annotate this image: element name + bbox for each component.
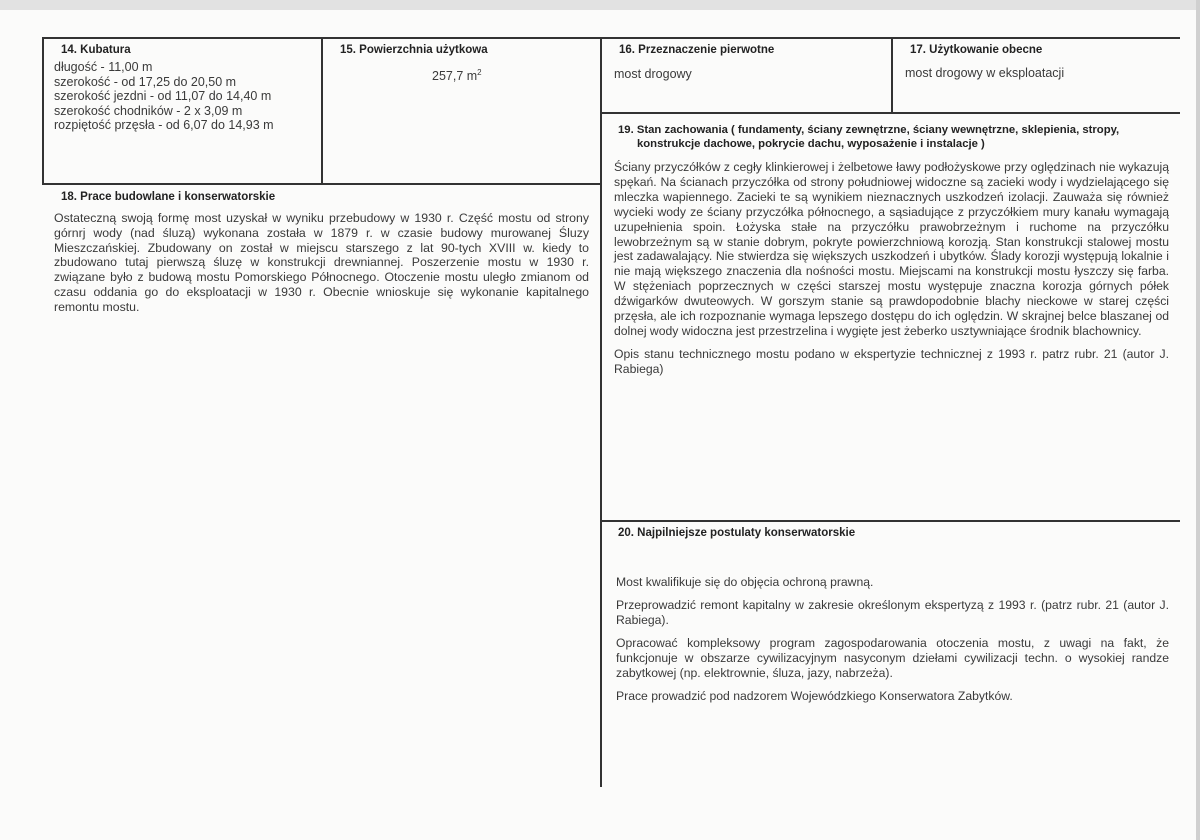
usable-area-unit-superscript: 2 bbox=[477, 68, 482, 77]
usable-area-value: 257,7 m bbox=[432, 69, 478, 84]
section-15-title: 15. Powierzchnia użytkowa bbox=[340, 44, 488, 56]
section-20-paragraph-4: Prace prowadzić pod nadzorem Wojewódzkiego Konserwatora Zabytków. bbox=[616, 689, 1013, 703]
section-19-paragraph-1: Ściany przyczółków z cegły klinkierowej i żelbetowe ławy podłożyskowe przy oględzinach nie wykazują spękań. Na ścianach przyczółka od strony południowej widoczne są zacieki wody i wydzielającego się mleczka wapiennego. Zacieki te są wynikiem nieznacznych uszkodzeń izolacji. Zauważa się również wycieki wody ze ściany przyczółka północnego, a sąsiadujące z przyczółkiem mury kanału wymagają uzupełnienia spoin. Łożyska stałe na przyczółku prawobrzeżnym i ruchome na przyczółku lewobrzeżnym są w stanie dobrym, pokryte powierzchniową korozją. Stan konstrukcji stalowej mostu jest zadawalający. Nie stwierdza się większych uszkodzeń i ubytków. Ślady korozji występują lokalnie i nie mają większego znaczenia dla nośności mostu. Miejscami na konstrukcji mostu łyszczy się farba. W stężeniach poprzecznych w części starszej mostu występuje znaczna korozja górnych półek dźwigarków dwuteowych. W gorszym stanie są prawdopodobnie blachy nieckowe w starej części przęsła, ale ich rozpoznanie wymaga lepszego dostępu do ich oględzin. W skrajnej belce blaszanej od dolnej wody widoczna jest przestrzelina i wygięte jest żeberko usztywniające środnik blachownicy. bbox=[614, 160, 1169, 338]
section-15-value bbox=[432, 66, 482, 84]
section-20-title: 20. Najpilniejsze postulaty konserwatorskie bbox=[618, 527, 856, 539]
page-top-edge bbox=[0, 0, 1200, 10]
section-17-value: most drogowy w eksploatacji bbox=[905, 66, 1065, 80]
section-16-value: most drogowy bbox=[614, 67, 692, 81]
grid-top-line bbox=[42, 37, 1180, 39]
section-14-values bbox=[54, 60, 274, 133]
section-20-paragraph-3: Opracować kompleksowy program zagospodarowania otoczenia mostu, z uwagi na fakt, że funkcjonuje w obszarze cywilizacyjnym nasyconym dziełami cywilizacji techn. o wysokiej randze zabytkowej (np. elektrownie, śluza, jazy, nabrzeża). bbox=[616, 636, 1169, 680]
section-14-line: szerokość - od 17,25 do 20,50 m bbox=[54, 74, 237, 89]
section-20-paragraph-2: Przeprowadzić remont kapitalny w zakresie określonym ekspertyzą z 1993 r. (patrz rubr. 21 (autor J. Rabiega). bbox=[616, 598, 1169, 627]
section-19-text bbox=[614, 160, 1169, 385]
section-19-title-line2: konstrukcje dachowe, pokrycie dachu, wyposażenie i instalacje ) bbox=[637, 138, 985, 150]
section-17-title: 17. Użytkowanie obecne bbox=[910, 44, 1043, 56]
section-20-paragraph-1: Most kwalifikuje się do objęcia ochroną prawną. bbox=[616, 575, 874, 589]
grid-line-right-lower bbox=[601, 520, 1180, 522]
section-18-paragraph: Ostateczną swoją formę most uzyskał w wyniku przebudowy w 1930 r. Część mostu od strony górnrj wody (nad śluzą) wykonana została w 1879 r. w czasie budowy murowanej Śluzy Mieszczańskiej. Zbudowany on został w miejscu starszego z lat 90-tych XVIII w. kiedy to zbudowano tutaj pierwszą śluzę w konstrukcji drewniannej. Poszerzenie mostu w 1930 r. związane było z budową mostu Pomorskiego Północnego. Otoczenie mostu uległo zmianom od czasu oddania go do eksploatacji w 1930 r. Obecnie wnioskuje się wykonanie kapitalnego remontu mostu. bbox=[54, 211, 589, 314]
grid-divider-16-17 bbox=[891, 37, 893, 113]
section-18-text bbox=[54, 211, 589, 323]
section-18-title: 18. Prace budowlane i konserwatorskie bbox=[61, 191, 276, 203]
grid-divider-14-15 bbox=[321, 37, 323, 184]
section-19-paragraph-2: Opis stanu technicznego mostu podano w ekspertyzie technicznej z 1993 r. patrz rubr. 21 (autor J. Rabiega) bbox=[614, 346, 1169, 376]
section-14-title: 14. Kubatura bbox=[61, 44, 131, 56]
page-right-edge bbox=[1196, 0, 1200, 840]
section-14-line: rozpiętość przęsła - od 6,07 do 14,93 m bbox=[54, 118, 274, 132]
section-14-line: szerokość chodników - 2 x 3,09 m bbox=[54, 103, 243, 118]
section-14-line: szerokość jezdni - od 11,07 do 14,40 m bbox=[54, 89, 272, 103]
grid-left-edge bbox=[42, 37, 44, 184]
grid-center-divider bbox=[600, 37, 602, 787]
section-14-line: długość - 11,00 m bbox=[54, 60, 153, 74]
section-19-title-line1: 19. Stan zachowania ( fundamenty, ściany zewnętrzne, ściany wewnętrzne, sklepienia, stropy, bbox=[618, 124, 1120, 136]
section-20-text bbox=[616, 575, 1169, 712]
section-16-title: 16. Przeznaczenie pierwotne bbox=[619, 44, 775, 56]
